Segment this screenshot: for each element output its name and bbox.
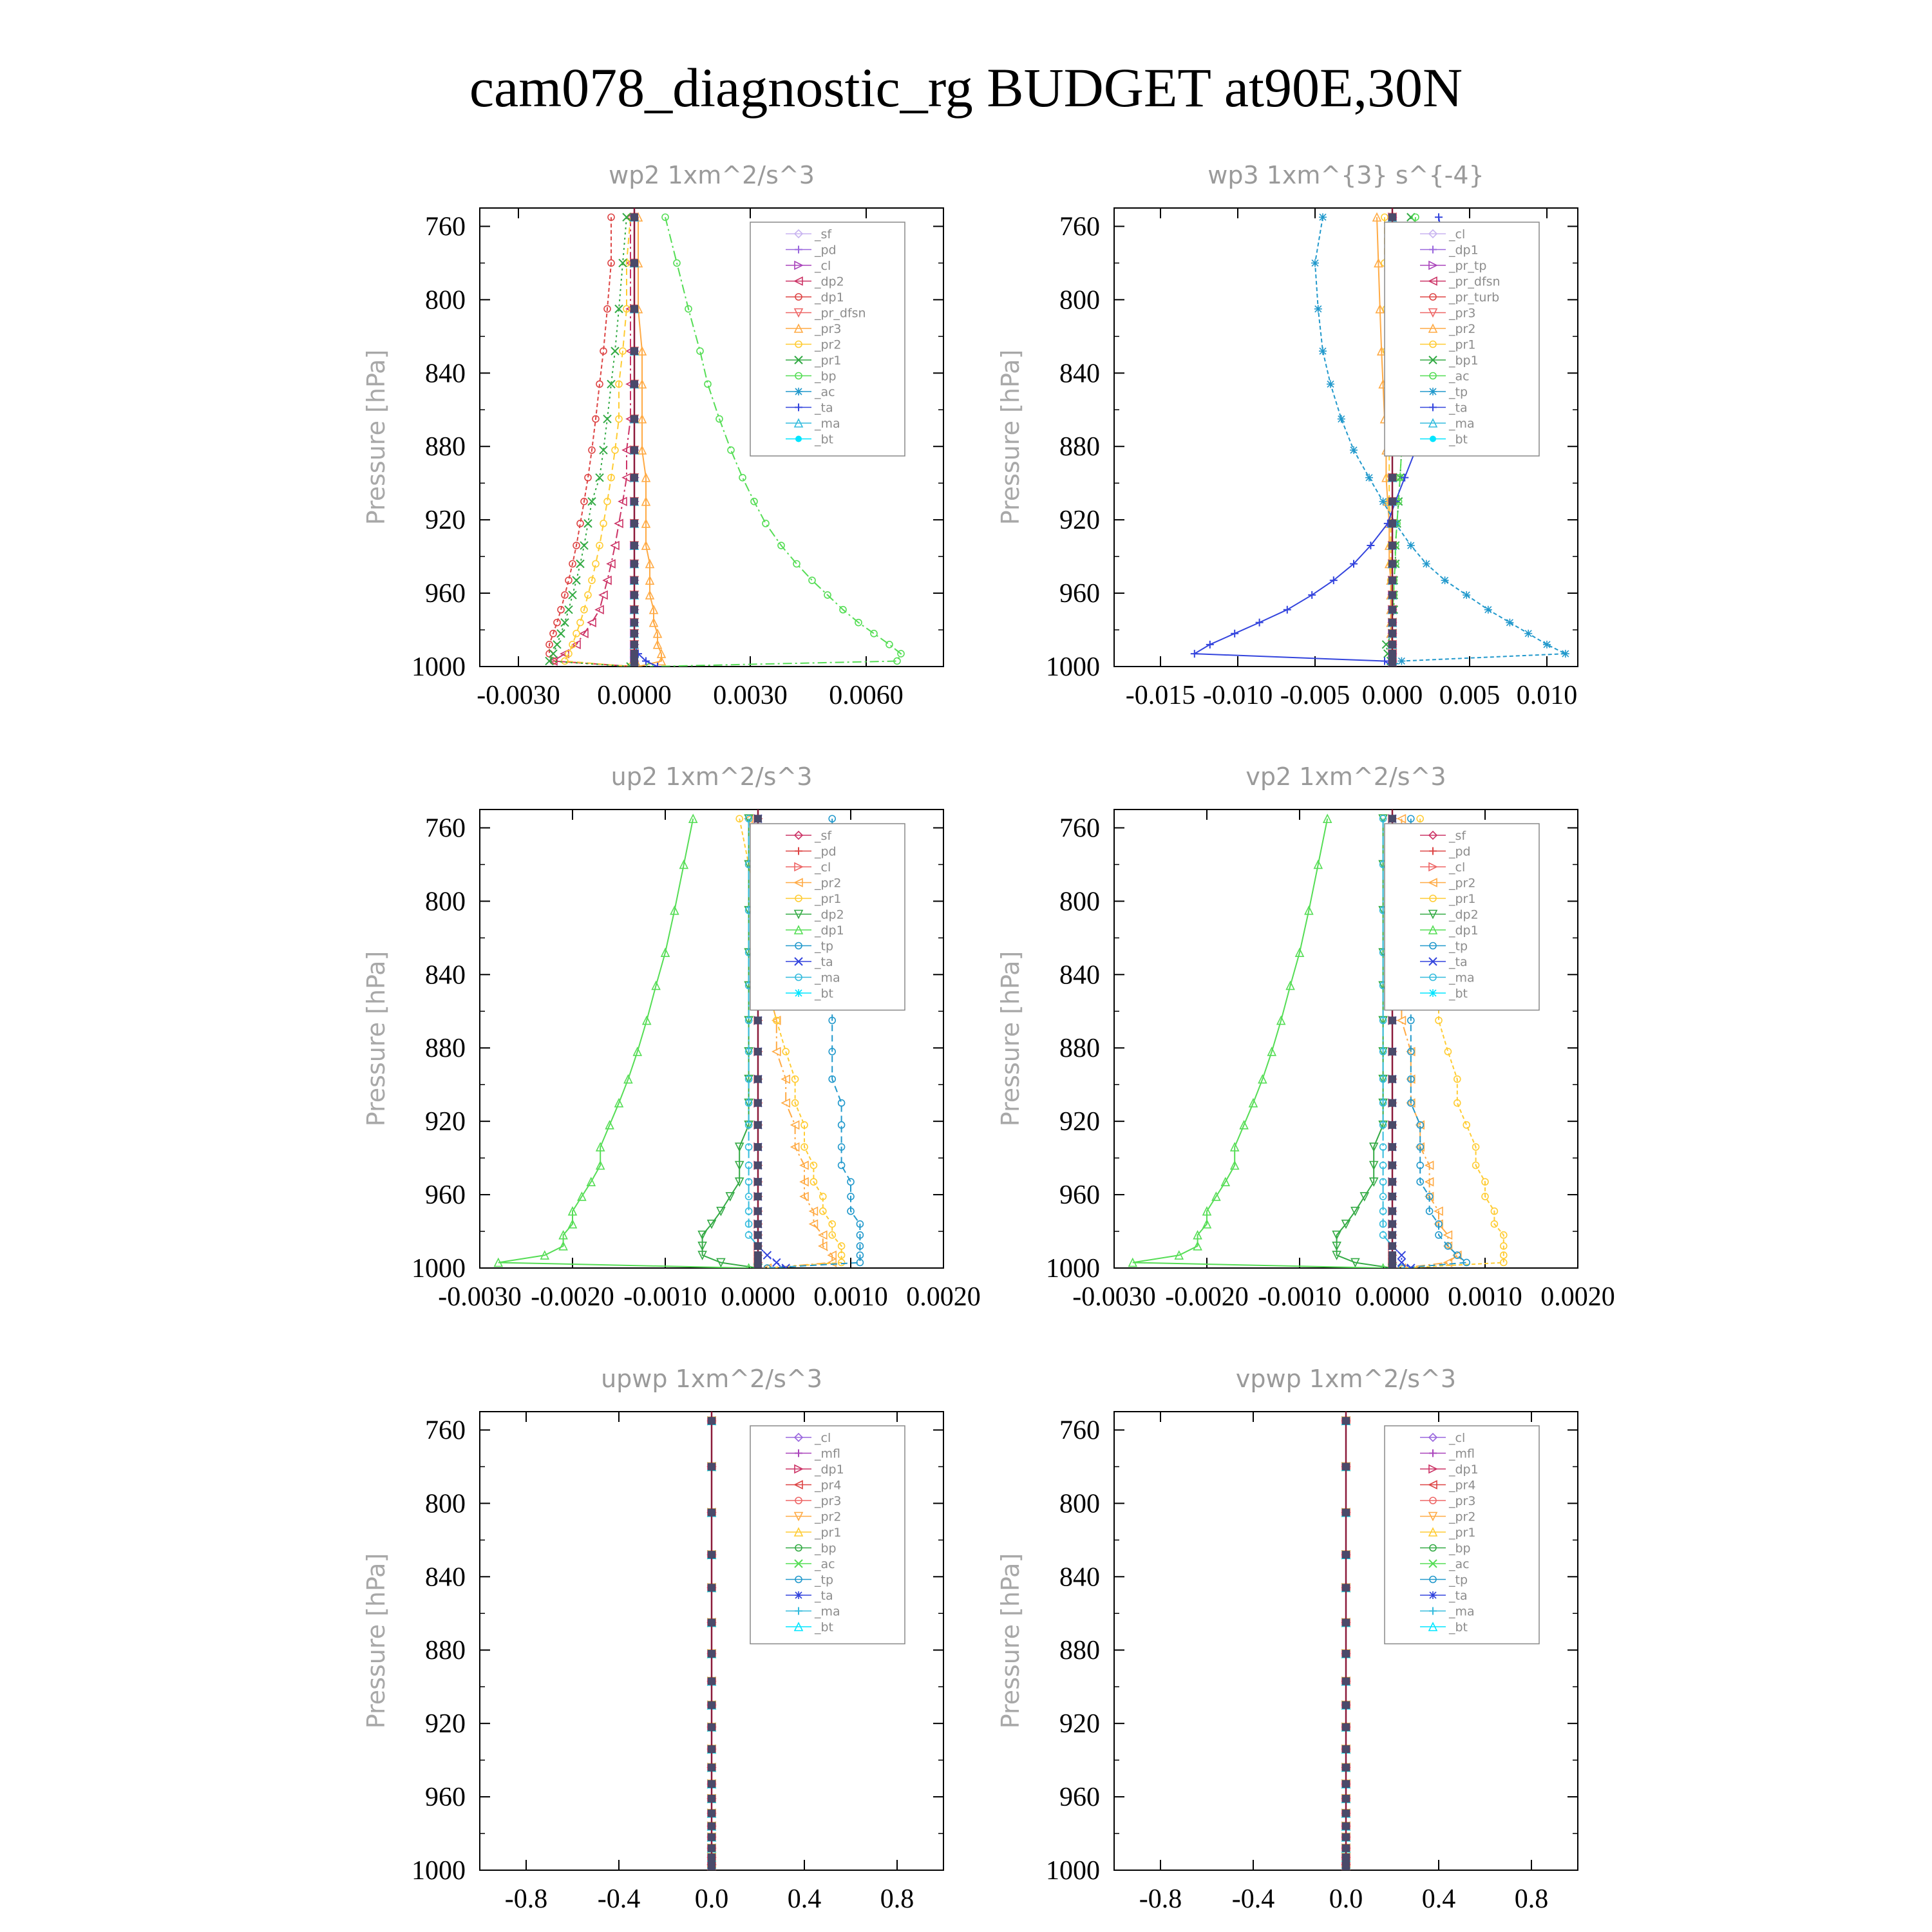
data-point [1350,446,1358,454]
y-tick-label: 1000 [412,652,466,682]
legend-marker [1430,436,1436,442]
data-point [1319,213,1327,221]
legend-label: _ma [815,1604,840,1619]
legend-label: _pr_dfsn [1449,274,1501,289]
zero-marker [1388,560,1396,568]
legend-label: _pr2 [1449,1510,1476,1524]
zero-marker [708,1701,715,1709]
y-tick-label: 960 [425,1783,466,1813]
zero-marker [1388,474,1396,482]
legend-label: _pd [815,844,837,859]
panel-title: wp3 1xm^{3} s^{-4} [1208,161,1484,189]
zero-marker [1388,1048,1396,1056]
figure-title: cam078_diagnostic_rg BUDGET at90E,30N [469,57,1463,118]
legend-label: _mfl [815,1446,840,1461]
x-tick-label: 0.0000 [721,1282,795,1312]
y-tick-label: 920 [1059,506,1100,536]
zero-marker [1388,1099,1396,1107]
x-tick-label: 0.4 [1421,1884,1456,1914]
zero-marker [754,1162,762,1170]
legend-label: _pr4 [815,1478,842,1493]
legend-label: _ta [1449,401,1468,415]
panel-title: wp2 1xm^2/s^3 [609,161,815,189]
y-tick-label: 840 [1059,1562,1100,1593]
zero-marker [754,1178,762,1186]
zero-marker [1388,619,1396,627]
legend-label: _ma [815,417,840,431]
data-point [1397,657,1405,665]
zero-marker [1342,1810,1350,1817]
zero-marker [708,1844,715,1852]
zero-marker [754,1075,762,1083]
legend-label: _dp2 [815,907,844,922]
legend-label: _ac [1449,369,1470,384]
legend-label: _cl [815,860,831,875]
data-point [1524,630,1532,638]
legend-label: _dp1 [1449,923,1479,938]
data-point [1311,259,1319,267]
zero-marker [630,641,638,649]
x-tick-label: 0.005 [1439,681,1501,710]
legend-label: _bt [815,432,834,447]
panel-title: vp2 1xm^2/s^3 [1245,762,1446,791]
y-tick-label: 760 [425,813,466,844]
zero-marker [754,1017,762,1025]
legend-label: _bt [1449,1620,1468,1634]
zero-marker [708,1619,715,1627]
x-tick-label: -0.005 [1280,681,1350,710]
zero-marker [708,1678,715,1685]
zero-marker [1342,1833,1350,1841]
zero-marker [708,1584,715,1591]
y-tick-label: 760 [1059,813,1100,844]
y-tick-label: 920 [425,1709,466,1739]
y-tick-label: 1000 [1046,1856,1100,1886]
y-tick-label: 840 [1059,359,1100,389]
y-tick-label: 840 [425,960,466,990]
legend-marker [795,388,802,395]
legend-label: _ta [1449,955,1468,969]
legend-label: _pr4 [1449,1478,1476,1493]
zero-marker [630,619,638,627]
legend-label: _sf [815,829,832,843]
legend-label: _dp2 [815,274,844,289]
zero-marker [1342,1795,1350,1803]
legend-label: _bp [815,1541,837,1556]
data-point [1379,498,1387,506]
data-point [1338,415,1345,423]
legend-label: _pr2 [1449,876,1476,891]
zero-marker [630,415,638,423]
y-axis-label: Pressure [hPa] [996,951,1025,1127]
legend-marker [795,989,802,997]
zero-marker [754,1231,762,1239]
legend-label: _mfl [1449,1446,1475,1461]
zero-marker [1388,1193,1396,1200]
zero-marker [708,1745,715,1753]
data-point [1562,650,1569,658]
x-tick-label: -0.010 [1202,681,1273,710]
legend-label: _pr2 [815,1510,842,1524]
zero-marker [1388,1251,1396,1259]
x-tick-label: 0.0000 [597,681,672,710]
zero-marker [708,1551,715,1558]
x-tick-label: 0.0010 [1448,1282,1522,1312]
zero-marker [1342,1745,1350,1753]
y-tick-label: 1000 [412,1254,466,1283]
x-tick-label: 0.8 [1514,1884,1549,1914]
zero-marker [1388,815,1396,822]
x-tick-label: -0.0010 [1258,1282,1341,1312]
zero-marker [754,1251,762,1259]
legend-label: _dp1 [1449,1463,1479,1477]
zero-marker [754,815,762,822]
zero-marker [754,1121,762,1129]
legend-label: _pr3 [1449,1494,1476,1508]
legend-label: _ac [815,385,835,399]
legend-label: _dp1 [815,923,844,938]
data-point [1314,305,1322,313]
zero-marker [1342,1417,1350,1425]
legend-label: _ma [815,971,840,985]
x-tick-label: -0.4 [1231,1884,1275,1914]
y-tick-label: 880 [425,1034,466,1064]
zero-marker [1388,641,1396,649]
zero-marker [1388,1208,1396,1215]
zero-marker [1342,1764,1350,1772]
legend-label: _bp [815,369,837,384]
y-tick-label: 960 [1059,1180,1100,1211]
y-tick-label: 920 [1059,1107,1100,1137]
legend-label: _bp1 [1449,354,1479,368]
y-tick-label: 920 [1059,1709,1100,1739]
legend-label: _ta [1449,1589,1468,1603]
legend-label: _bt [1449,987,1468,1001]
zero-marker [1388,520,1396,527]
zero-marker [754,1208,762,1215]
zero-marker [754,1242,762,1250]
y-axis-label: Pressure [hPa] [362,951,390,1127]
legend-label: _bt [1449,432,1468,447]
y-tick-label: 800 [425,1489,466,1519]
zero-marker [630,446,638,454]
zero-marker [1388,1143,1396,1151]
zero-marker [754,1048,762,1056]
zero-marker [708,1823,715,1830]
y-tick-label: 800 [1059,285,1100,316]
zero-marker [630,474,638,482]
y-tick-label: 880 [425,1636,466,1666]
legend-label: _tp [1449,939,1468,954]
legend-label: _ac [815,1557,835,1571]
legend-label: _ma [1449,1604,1475,1619]
legend-label: _ta [815,1589,833,1603]
zero-marker [1342,1509,1350,1517]
zero-marker [630,591,638,599]
x-tick-label: -0.0030 [438,1282,522,1312]
x-tick-label: 0.8 [880,1884,914,1914]
y-tick-label: 960 [425,579,466,609]
y-tick-label: 800 [1059,887,1100,917]
zero-marker [630,630,638,638]
y-axis-label: Pressure [hPa] [362,349,390,526]
zero-marker [630,542,638,549]
legend-label: _dp2 [1449,907,1479,922]
y-tick-label: 960 [1059,579,1100,609]
zero-marker [1342,1780,1350,1788]
zero-marker [754,1143,762,1151]
y-tick-label: 1000 [412,1856,466,1886]
x-tick-label: -0.0010 [623,1282,707,1312]
legend-label: _ac [1449,1557,1470,1571]
zero-marker [708,1723,715,1731]
legend-marker [795,1591,802,1599]
legend-label: _pd [1449,844,1471,859]
x-tick-label: -0.0030 [1072,1282,1156,1312]
legend-label: _pr1 [815,1526,842,1540]
y-tick-label: 760 [1059,1416,1100,1446]
y-tick-label: 760 [425,212,466,242]
y-axis-label: Pressure [hPa] [362,1553,390,1729]
x-tick-label: 0.0010 [813,1282,888,1312]
legend-label: _pd [815,243,837,258]
data-point [1365,474,1373,482]
zero-marker [708,1417,715,1425]
zero-marker [1388,650,1396,658]
zero-marker [1388,576,1396,584]
legend-marker [1429,989,1437,997]
zero-marker [1342,1701,1350,1709]
x-tick-label: 0.0 [1329,1884,1363,1914]
legend-label: _pr1 [1449,892,1476,906]
zero-marker [1342,1584,1350,1591]
x-tick-label: 0.000 [1361,681,1423,710]
legend-label: _pr2 [815,337,842,352]
y-tick-label: 840 [1059,960,1100,990]
zero-marker [1342,1619,1350,1627]
legend-label: _dp1 [815,1463,844,1477]
data-point [1463,591,1470,599]
x-tick-label: 0.0060 [829,681,904,710]
zero-marker [1388,591,1396,599]
zero-marker [1388,606,1396,614]
legend-label: _sf [1449,829,1466,843]
zero-marker [754,1193,762,1200]
legend-label: _sf [815,227,832,242]
zero-marker [1388,1075,1396,1083]
zero-marker [630,213,638,221]
zero-marker [1342,1678,1350,1685]
data-point [1327,380,1334,388]
panel-title: upwp 1xm^2/s^3 [601,1365,822,1393]
legend-label: _ma [1449,417,1475,431]
zero-marker [630,498,638,506]
y-tick-label: 880 [1059,432,1100,462]
data-point [1423,560,1430,568]
zero-marker [1342,1723,1350,1731]
zero-marker [630,520,638,527]
legend-label: _pr1 [815,354,842,368]
zero-marker [708,1764,715,1772]
panel-title: vpwp 1xm^2/s^3 [1235,1365,1457,1393]
zero-marker [1342,1551,1350,1558]
zero-marker [630,380,638,388]
legend-label: _pr1 [815,892,842,906]
y-tick-label: 1000 [1046,1254,1100,1283]
x-tick-label: 0.010 [1516,681,1578,710]
legend-label: _pr_dfsn [815,306,866,321]
zero-marker [1342,1844,1350,1852]
legend-label: _pr1 [1449,1526,1476,1540]
zero-marker [708,1810,715,1817]
zero-marker [1388,1231,1396,1239]
y-axis-label: Pressure [hPa] [996,349,1025,526]
legend-label: _pr_tp [1449,259,1487,273]
x-tick-label: 0.0 [694,1884,729,1914]
legend-label: _pr3 [815,322,842,336]
zero-marker [630,650,638,658]
data-point [1407,542,1415,549]
zero-marker [708,1795,715,1803]
legend-label: _pr1 [1449,337,1476,352]
x-tick-label: -0.015 [1125,681,1196,710]
zero-marker [708,1853,715,1861]
zero-marker [1388,1178,1396,1186]
zero-marker [1342,1463,1350,1470]
x-tick-label: -0.4 [597,1884,641,1914]
zero-marker [1388,213,1396,221]
legend [1385,222,1539,456]
zero-marker [1388,1220,1396,1228]
legend-label: _dp1 [815,290,844,305]
legend-label: _pr2 [815,876,842,891]
x-tick-label: -0.8 [1139,1884,1182,1914]
y-tick-label: 880 [425,432,466,462]
zero-marker [630,576,638,584]
legend-marker [1429,388,1437,395]
zero-marker [630,347,638,355]
y-tick-label: 880 [1059,1636,1100,1666]
y-tick-label: 840 [425,1562,466,1593]
legend [750,222,905,456]
zero-marker [630,259,638,267]
legend-label: _bp [1449,1541,1471,1556]
zero-marker [1342,1823,1350,1830]
y-tick-label: 760 [425,1416,466,1446]
y-axis-label: Pressure [hPa] [996,1553,1025,1729]
legend-label: _pr3 [815,1494,842,1508]
legend-label: _tp [815,1573,834,1587]
legend-label: _tp [815,939,834,954]
y-tick-label: 960 [425,1180,466,1211]
zero-marker [1388,542,1396,549]
zero-marker [754,1220,762,1228]
y-tick-label: 800 [425,887,466,917]
legend [1385,824,1539,1010]
legend-marker [795,436,802,442]
x-tick-label: -0.8 [504,1884,548,1914]
y-tick-label: 800 [1059,1489,1100,1519]
zero-marker [708,1509,715,1517]
legend-label: _bt [815,1620,834,1634]
zero-marker [708,1463,715,1470]
zero-marker [1388,498,1396,506]
legend-label: _ta [815,401,833,415]
zero-marker [1388,1017,1396,1025]
x-tick-label: 0.4 [787,1884,822,1914]
x-tick-label: -0.0030 [477,681,560,710]
legend [750,1426,905,1644]
legend-label: _tp [1449,1573,1468,1587]
legend-marker [1429,1591,1437,1599]
x-tick-label: 0.0000 [1355,1282,1430,1312]
data-point [1319,347,1327,355]
legend-label: _cl [815,259,831,273]
y-tick-label: 960 [1059,1783,1100,1813]
y-tick-label: 760 [1059,212,1100,242]
zero-marker [630,606,638,614]
legend-label: _bt [815,987,834,1001]
zero-marker [1388,630,1396,638]
x-tick-label: -0.0020 [531,1282,614,1312]
legend-label: _cl [1449,227,1466,242]
zero-marker [1342,1853,1350,1861]
legend-label: _tp [1449,385,1468,399]
legend-label: _cl [1449,860,1466,875]
zero-marker [1388,1242,1396,1250]
zero-marker [708,1780,715,1788]
zero-marker [1342,1650,1350,1658]
legend-label: _pr2 [1449,322,1476,336]
data-point [1543,641,1551,649]
legend-label: _cl [1449,1431,1466,1445]
y-tick-label: 840 [425,359,466,389]
legend [750,824,905,1010]
legend-label: _cl [815,1431,831,1445]
x-tick-label: -0.0020 [1165,1282,1249,1312]
zero-marker [1388,1162,1396,1170]
y-tick-label: 920 [425,506,466,536]
legend-label: _pr_turb [1449,290,1500,305]
zero-marker [754,1099,762,1107]
y-tick-label: 920 [425,1107,466,1137]
legend-label: _ta [815,955,833,969]
x-tick-label: 0.0020 [906,1282,981,1312]
zero-marker [708,1650,715,1658]
y-tick-label: 880 [1059,1034,1100,1064]
zero-marker [708,1833,715,1841]
data-point [1484,606,1492,614]
legend-label: _ma [1449,971,1475,985]
data-point [1441,576,1449,584]
x-tick-label: 0.0030 [713,681,788,710]
zero-marker [630,560,638,568]
legend-label: _pr3 [1449,306,1476,321]
panel-title: up2 1xm^2/s^3 [611,762,813,791]
zero-marker [1388,1121,1396,1129]
data-point [1506,619,1513,627]
legend-label: _dp1 [1449,243,1479,258]
zero-marker [630,305,638,313]
y-tick-label: 1000 [1046,652,1100,682]
y-tick-label: 800 [425,285,466,316]
legend [1385,1426,1539,1644]
x-tick-label: 0.0020 [1540,1282,1615,1312]
